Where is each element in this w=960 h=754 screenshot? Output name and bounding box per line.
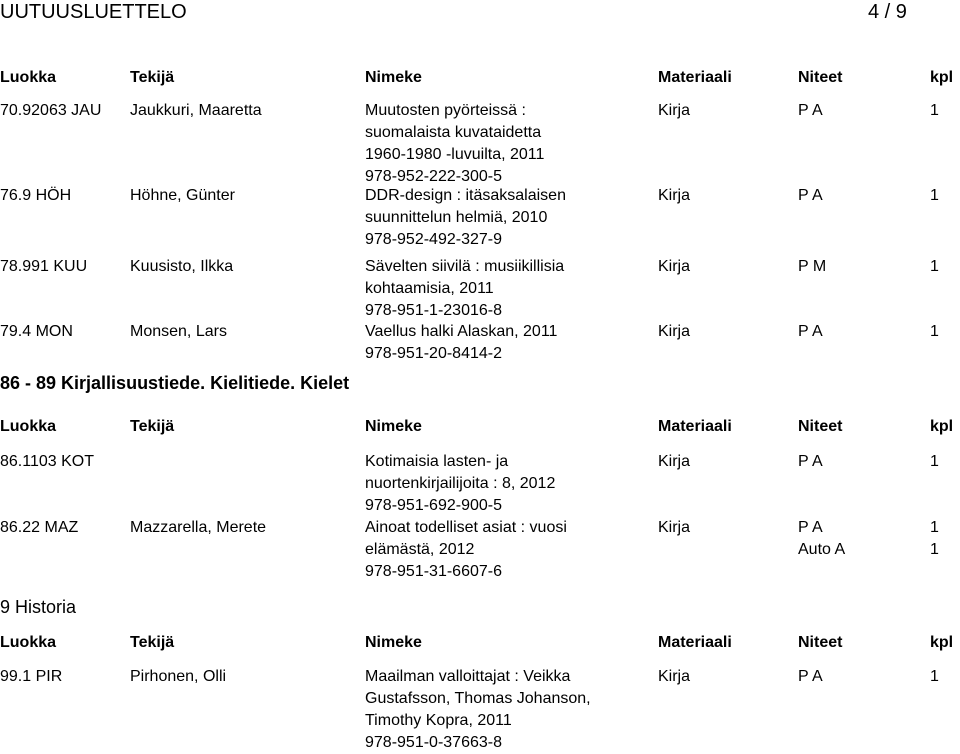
row-luokka: 99.1 PIR	[0, 668, 63, 685]
row-kpl: 1	[930, 187, 939, 204]
section-title: 86 - 89 Kirjallisuustiede. Kielitiede. Kielet	[0, 373, 350, 393]
page-title: UUTUUSLUETTELO	[0, 1, 187, 23]
nimeke-line: 978-952-222-300-5	[365, 168, 502, 185]
nimeke-line: kohtaamisia, 2011	[365, 280, 494, 297]
row-materiaali: Kirja	[658, 102, 691, 119]
column-header-tekija: Tekijä	[130, 69, 175, 86]
row-kpl: 1	[930, 519, 939, 536]
column-header-kpl: kpl	[930, 634, 954, 651]
column-header-luokka: Luokka	[0, 634, 57, 651]
row-niteet: P A	[798, 668, 823, 685]
nimeke-line: Vaellus halki Alaskan, 2011	[365, 323, 558, 340]
nimeke-line: 1960-1980 -luvuilta, 2011	[365, 146, 545, 163]
row-niteet: P M	[798, 258, 827, 275]
row-luokka: 79.4 MON	[0, 323, 73, 340]
column-header-nimeke: Nimeke	[365, 418, 422, 435]
row-niteet: P A	[798, 519, 823, 536]
nimeke-line: 978-951-20-8414-2	[365, 345, 502, 362]
row-luokka: 76.9 HÖH	[0, 187, 72, 204]
row-kpl: 1	[930, 258, 939, 275]
row-materiaali: Kirja	[658, 453, 691, 470]
row-kpl: 1	[930, 323, 939, 340]
nimeke-line: Gustafsson, Thomas Johanson,	[365, 690, 591, 707]
row-kpl: 1	[930, 668, 939, 685]
column-header-nimeke: Nimeke	[365, 69, 422, 86]
row-niteet: P A	[798, 102, 823, 119]
row-niteet: P A	[798, 453, 823, 470]
row-tekija: Kuusisto, Ilkka	[130, 258, 234, 275]
column-header-niteet: Niteet	[798, 69, 843, 86]
column-header-materiaali: Materiaali	[658, 418, 732, 435]
column-header-luokka: Luokka	[0, 418, 57, 435]
column-header-kpl: kpl	[930, 69, 954, 86]
row-nimeke	[365, 256, 564, 322]
section-title: 9 Historia	[0, 597, 77, 617]
row-materiaali: Kirja	[658, 187, 691, 204]
row-luokka: 86.1103 KOT	[0, 453, 94, 470]
row-materiaali: Kirja	[658, 668, 691, 685]
row-materiaali: Kirja	[658, 519, 691, 536]
column-header-niteet: Niteet	[798, 634, 843, 651]
nimeke-line: Kotimaisia lasten- ja	[365, 453, 509, 470]
column-header-niteet: Niteet	[798, 418, 843, 435]
row-tekija: Höhne, Günter	[130, 187, 235, 204]
nimeke-line: elämästä, 2012	[365, 541, 475, 558]
nimeke-line: 978-952-492-327-9	[365, 231, 502, 248]
row-kpl: 1	[930, 102, 939, 119]
row-nimeke	[365, 321, 557, 365]
nimeke-line: 978-951-1-23016-8	[365, 302, 502, 319]
nimeke-line: nuortenkirjailijoita : 8, 2012	[365, 475, 556, 492]
nimeke-line: Ainoat todelliset asiat : vuosi	[365, 519, 567, 536]
nimeke-line: 978-951-692-900-5	[365, 497, 502, 514]
row-nimeke	[365, 100, 544, 188]
nimeke-line: Maailman valloittajat : Veikka	[365, 668, 571, 685]
row-nimeke	[365, 666, 591, 754]
row-niteet: P A	[798, 187, 823, 204]
row-kpl: 1	[930, 453, 939, 470]
row-materiaali: Kirja	[658, 258, 691, 275]
row-tekija: Monsen, Lars	[130, 323, 227, 340]
row-luokka: 86.22 MAZ	[0, 519, 79, 536]
page-number: 4 / 9	[868, 1, 907, 23]
column-header-luokka: Luokka	[0, 69, 57, 86]
column-header-tekija: Tekijä	[130, 634, 175, 651]
nimeke-line: DDR-design : itäsaksalaisen	[365, 187, 566, 204]
column-header-tekija: Tekijä	[130, 418, 175, 435]
nimeke-line: suunnittelun helmiä, 2010	[365, 209, 548, 226]
column-header-materiaali: Materiaali	[658, 634, 732, 651]
row-tekija: Jaukkuri, Maaretta	[130, 102, 262, 119]
nimeke-line: Timothy Kopra, 2011	[365, 712, 512, 729]
nimeke-line: suomalaista kuvataidetta	[365, 124, 542, 141]
row-tekija: Pirhonen, Olli	[130, 668, 227, 685]
nimeke-line: 978-951-31-6607-6	[365, 563, 502, 580]
column-header-kpl: kpl	[930, 418, 954, 435]
row-tekija: Mazzarella, Merete	[130, 519, 267, 536]
row-materiaali: Kirja	[658, 323, 691, 340]
row-nimeke	[365, 517, 567, 583]
row-luokka: 78.991 KUU	[0, 258, 88, 275]
column-header-materiaali: Materiaali	[658, 69, 732, 86]
row-niteet: P A	[798, 323, 823, 340]
row-nimeke	[365, 185, 566, 251]
row-kpl: 1	[930, 541, 939, 558]
nimeke-line: 978-951-0-37663-8	[365, 734, 502, 751]
row-luokka: 70.92063 JAU	[0, 102, 102, 119]
nimeke-line: Sävelten siivilä : musiikillisia	[365, 258, 565, 275]
column-header-nimeke: Nimeke	[365, 634, 422, 651]
nimeke-line: Muutosten pyörteissä :	[365, 102, 526, 119]
row-nimeke	[365, 451, 555, 517]
row-niteet: Auto A	[798, 541, 846, 558]
